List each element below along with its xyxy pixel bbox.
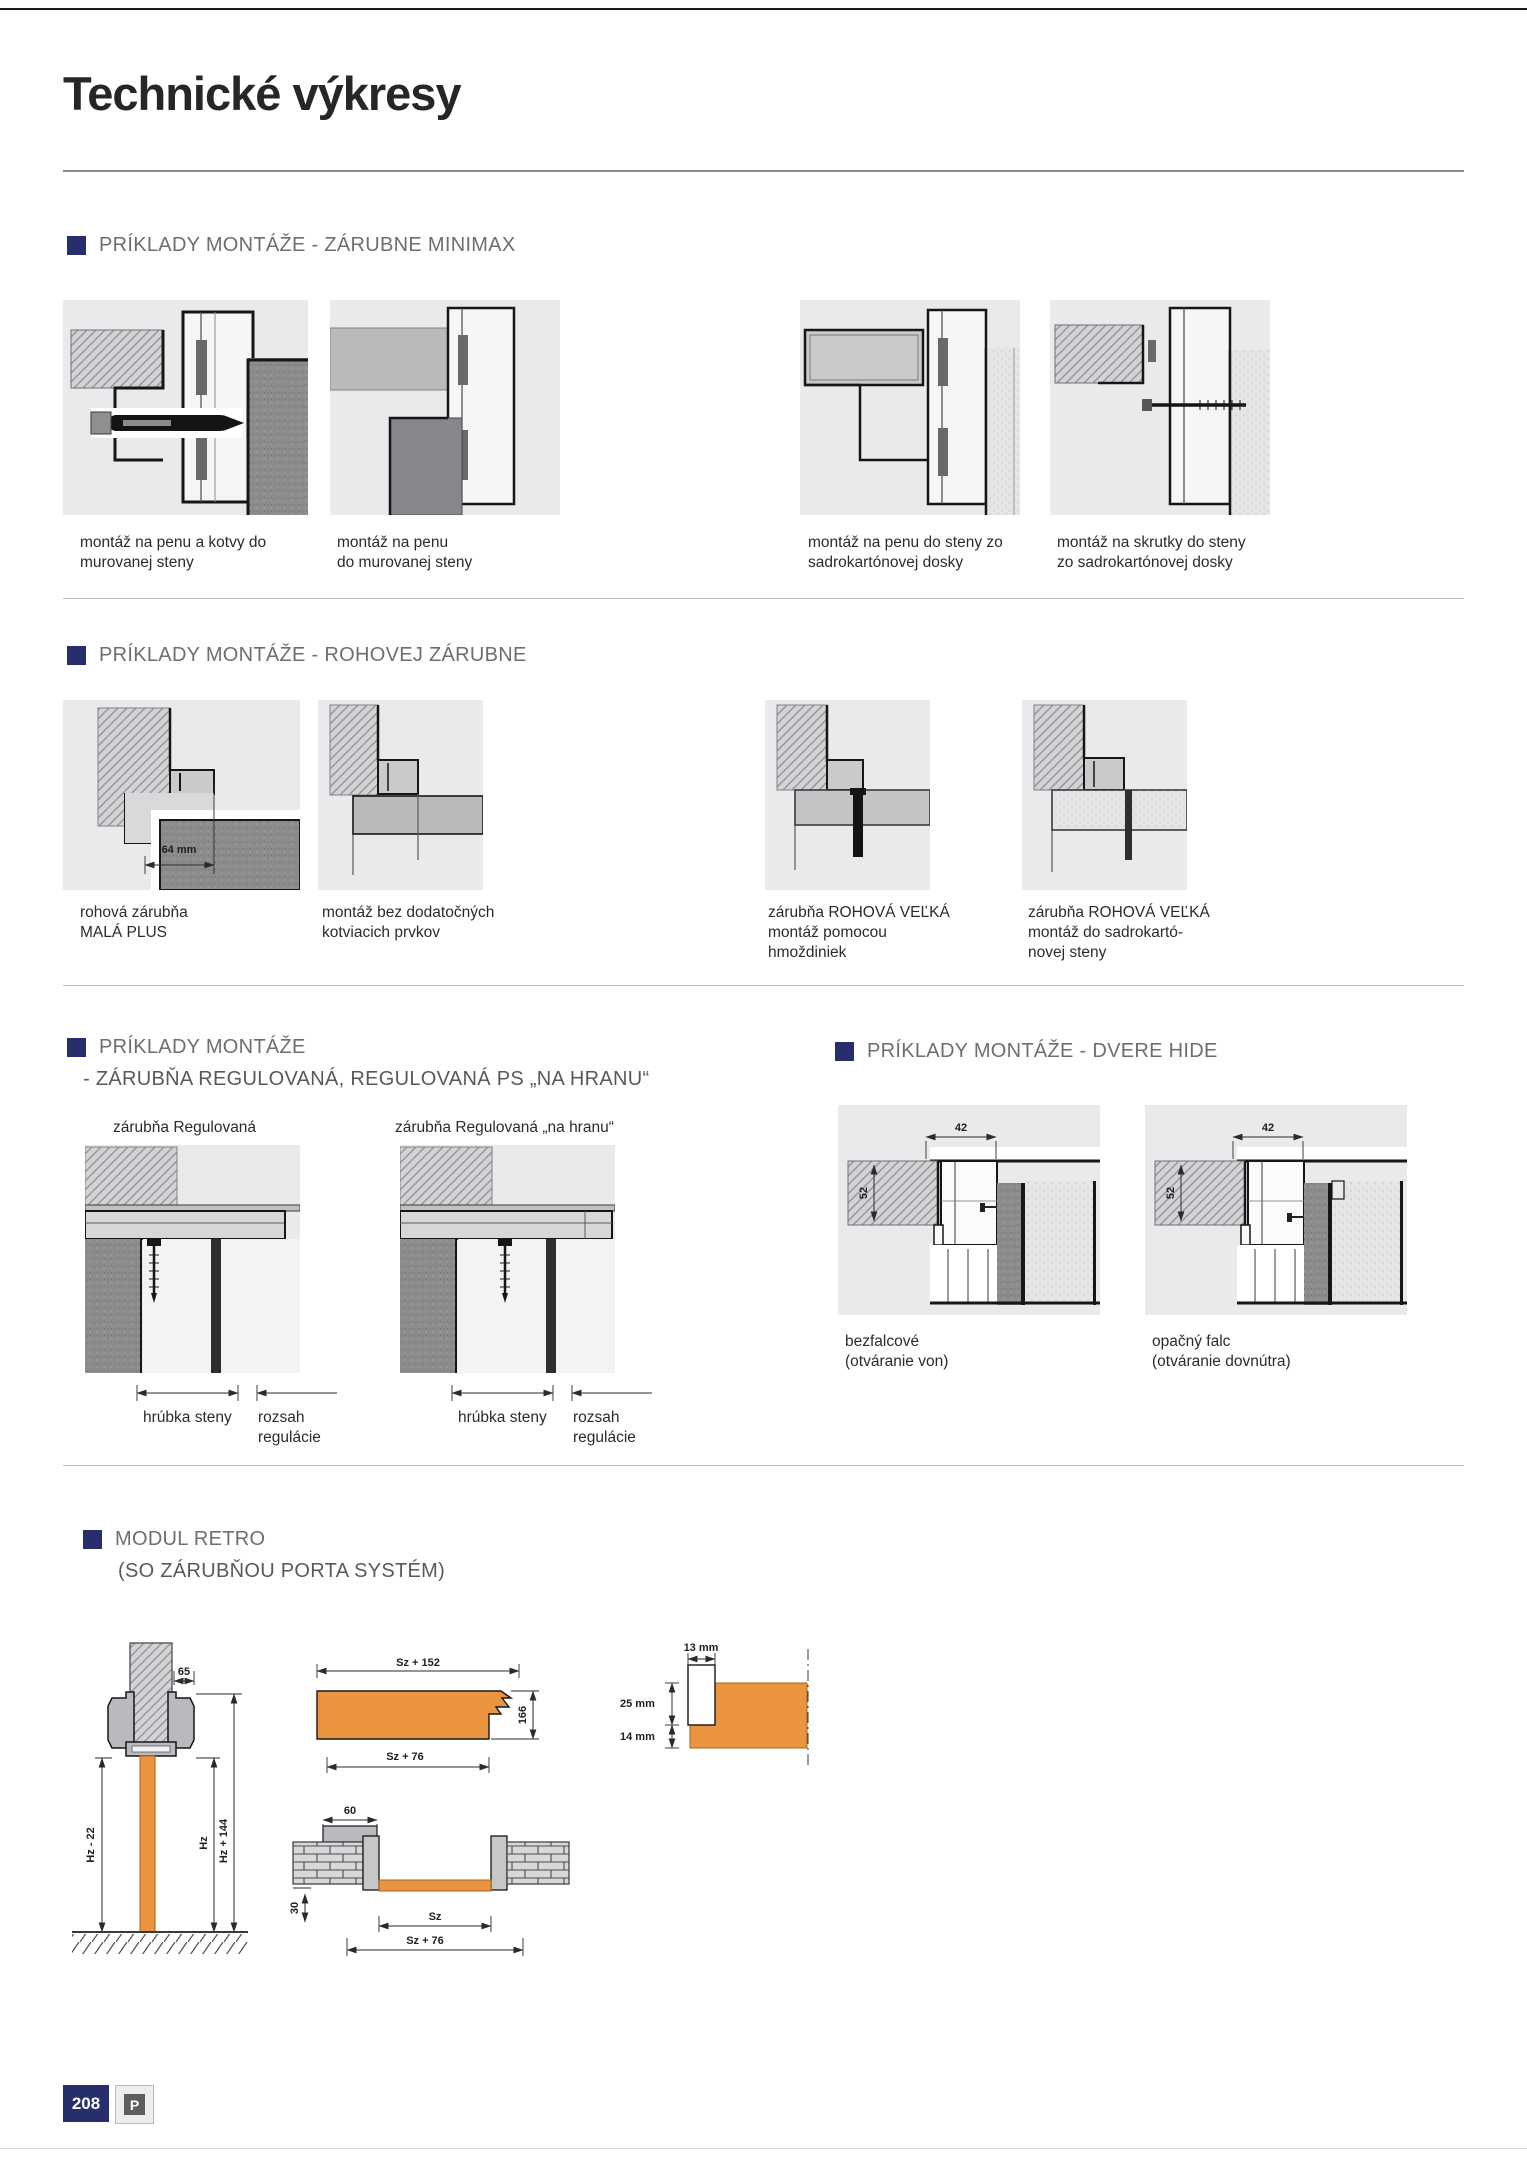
dim-sz: Sz [428, 1911, 442, 1923]
dim-sz-76-top: Sz + 76 [386, 1751, 424, 1763]
drawing-caption: opačný falc (otváranie dovnútra) [1152, 1333, 1291, 1371]
section-heading: PRÍKLADY MONTÁŽE - ROHOVEJ ZÁRUBNE [99, 644, 527, 666]
dim-arrows-left [85, 1382, 355, 1404]
drawing-caption: montáž na penu do murovanej steny [337, 534, 473, 572]
dim-sz-76-bottom: Sz + 76 [406, 1935, 444, 1947]
porta-logo-letter: P [124, 2094, 145, 2115]
drawing-caption: montáž na penu a kotvy do murovanej steny [80, 534, 267, 572]
dim-60: 60 [343, 1805, 357, 1817]
drawing-label: zárubňa Regulovaná [113, 1119, 257, 1136]
drawing-caption: zárubňa ROHOVÁ VEĽKÁ montáž do sadrokartó- novej steny [1028, 904, 1210, 962]
dim-arrows-right [400, 1382, 670, 1404]
drawing-regulovana-na-hranu [400, 1145, 615, 1373]
section-heading: PRÍKLADY MONTÁŽE - ZÁRUBNE MINIMAX [99, 234, 516, 256]
dim-25mm: 25 mm [620, 1698, 655, 1710]
drawing-rohova-no-anchors [318, 700, 483, 890]
porta-logo [115, 2085, 154, 2124]
section-bullet [83, 1530, 102, 1549]
section-separator [63, 1465, 1464, 1466]
section-bullet [67, 236, 86, 255]
drawing-retro-head-casing [305, 1655, 560, 1780]
section-heading-line2: - ZÁRUBŇA REGULOVANÁ, REGULOVANÁ PS „NA HRANU“ [83, 1068, 650, 1090]
dim-label-wall: hrúbka steny [143, 1409, 232, 1426]
dim-hz-22: Hz - 22 [85, 1827, 97, 1863]
section-bullet [835, 1042, 854, 1061]
dim-14mm: 14 mm [620, 1731, 655, 1743]
dim-30: 30 [289, 1901, 301, 1915]
dim-65: 65 [177, 1666, 191, 1678]
drawing-rohova-velka-dowels [765, 700, 930, 890]
drawing-caption: rohová zárubňa MALÁ PLUS [80, 904, 188, 942]
drawing-retro-plan-section [285, 1790, 575, 1960]
drawing-caption: montáž bez dodatočných kotviacich prvkov [322, 904, 495, 942]
drawing-minimax-foam-plasterboard [800, 300, 1020, 515]
section-heading: PRÍKLADY MONTÁŽE - DVERE HIDE [867, 1040, 1218, 1062]
drawing-minimax-screws-plasterboard [1050, 300, 1270, 515]
drawing-caption: montáž na skrutky do steny zo sadrokartónovej dosky [1057, 534, 1246, 572]
dim-52: 52 [1165, 1186, 1177, 1200]
page-title: Technické výkresy [63, 67, 461, 120]
dim-hz-144: Hz + 144 [218, 1818, 230, 1864]
drawing-label: zárubňa Regulovaná „na hranu“ [395, 1119, 614, 1136]
page-number: 208 [63, 2085, 109, 2122]
section-heading-line1: MODUL RETRO [115, 1528, 266, 1550]
drawing-minimax-foam-anchors [63, 300, 308, 515]
dim-hz: Hz [198, 1836, 210, 1850]
dim-166: 166 [517, 1705, 529, 1725]
dim-label-range: rozsah regulácie [258, 1409, 321, 1447]
dim-42: 42 [954, 1122, 968, 1134]
drawing-regulovana [85, 1145, 300, 1373]
dim-sz-152: Sz + 152 [396, 1657, 440, 1669]
drawing-minimax-foam-masonry [330, 300, 560, 515]
section-separator [63, 598, 1464, 599]
page-top-edge [0, 8, 1527, 10]
drawing-caption: zárubňa ROHOVÁ VEĽKÁ montáž pomocou hmoždiniek [768, 904, 950, 962]
section-heading-line1: PRÍKLADY MONTÁŽE [99, 1036, 306, 1058]
page-bottom-edge [0, 2148, 1527, 2149]
dim-52: 52 [858, 1186, 870, 1200]
section-separator [63, 985, 1464, 986]
drawing-caption: bezfalcové (otváranie von) [845, 1333, 949, 1371]
drawing-caption: montáž na penu do steny zo sadrokartónovej dosky [808, 534, 1003, 572]
section-bullet [67, 646, 86, 665]
drawing-rohova-velka-plasterboard [1022, 700, 1187, 890]
dim-42: 42 [1261, 1122, 1275, 1134]
title-rule [63, 170, 1464, 172]
dim-label-range: rozsah regulácie [573, 1409, 636, 1447]
drawing-hide-bezfalcove [838, 1105, 1100, 1315]
dim-64mm: 64 mm [161, 844, 197, 856]
drawing-retro-rebate-detail [615, 1635, 830, 1775]
drawing-retro-vertical-section [68, 1638, 253, 1958]
drawing-hide-opacny-falc [1145, 1105, 1407, 1315]
dim-label-wall: hrúbka steny [458, 1409, 547, 1426]
dim-13mm: 13 mm [683, 1642, 719, 1654]
drawing-rohova-mala-plus [63, 700, 300, 890]
section-heading-line2: (SO ZÁRUBŇOU PORTA SYSTÉM) [118, 1560, 446, 1582]
section-bullet [67, 1038, 86, 1057]
